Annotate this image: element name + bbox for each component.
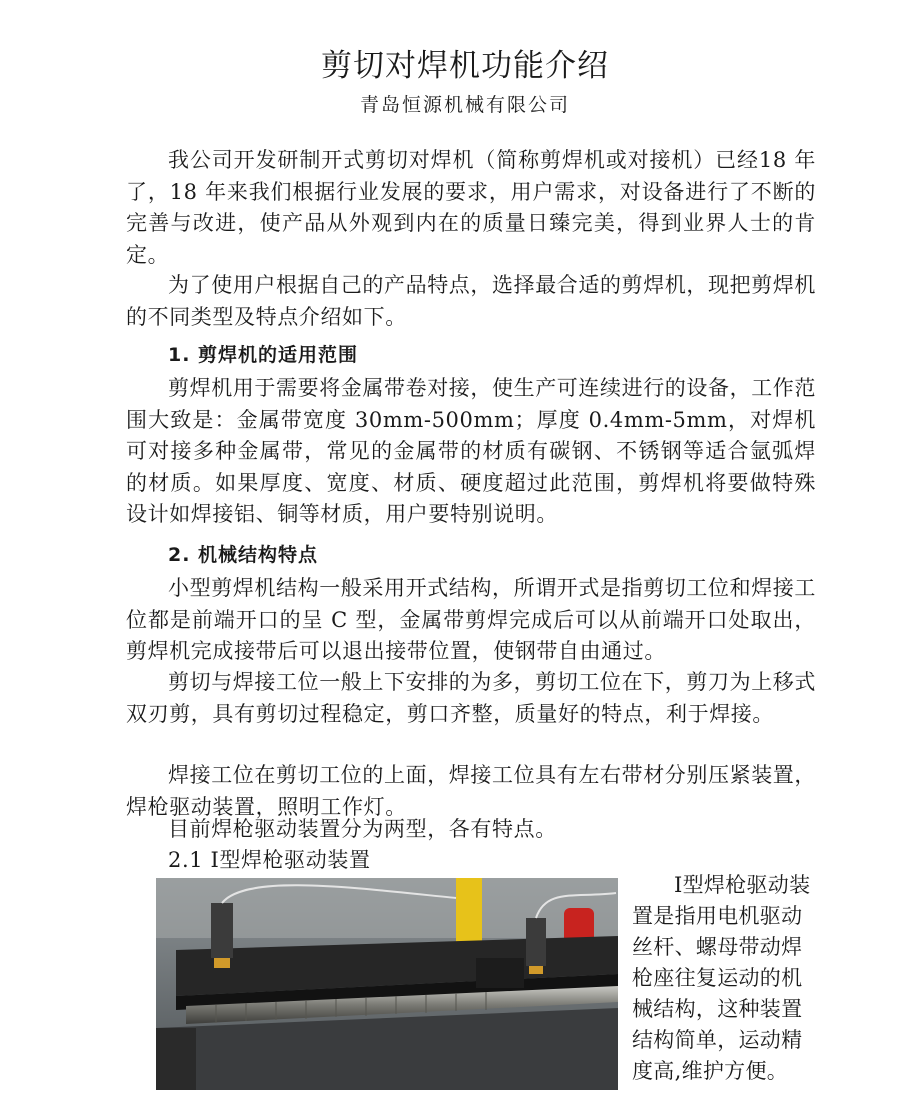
section-1-paragraph: 剪焊机用于需要将金属带卷对接，使生产可连续进行的设备，工作范围大致是：金属带宽度 30mm-500mm；厚度 0.4mm-5mm，对焊机可对接多种金属带，常见的金属带的材质有碳钢、不锈钢等适合氩弧焊的材质。如果厚度、宽度、材质、硬度超过此范围，剪焊机将要做特殊设计如焊接铝、铜等材质，用户要特别说明。	[126, 376, 816, 526]
section-2-paragraph-3: 焊接工位在剪切工位的上面，焊接工位具有左右带材分别压紧装置，焊枪驱动装置，照明工作灯。	[126, 763, 816, 819]
section-2-heading: 2. 机械结构特点	[168, 544, 319, 566]
welding-torch-drive-photo	[156, 878, 618, 1090]
intro-paragraph-1: 我公司开发研制开式剪切对焊机（简称剪焊机或对接机）已经18 年了，18 年来我们根据行业发展的要求，用户需求，对设备进行了不断的完善与改进，使产品从外观到内在的质量日臻完美，得到业界人士的肯定。	[126, 148, 816, 267]
section-1-heading: 1. 剪焊机的适用范围	[168, 344, 359, 366]
company-name: 青岛恒源机械有限公司	[359, 94, 570, 116]
section-2-paragraph-4: 目前焊枪驱动装置分为两型，各有特点。	[168, 817, 557, 841]
subsection-2-1-heading: 2.1 Ⅰ型焊枪驱动装置	[168, 848, 371, 872]
section-2-paragraph-1: 小型剪焊机结构一般采用开式结构，所谓开式是指剪切工位和焊接工位都是前端开口的呈 C 型，金属带剪焊完成后可以从前端开口处取出，剪焊机完成接带后可以退出接带位置，使钢带自由通过。	[126, 576, 816, 663]
section-2-paragraph-2: 剪切与焊接工位一般上下安排的为多，剪切工位在下，剪刀为上移式双刃剪，具有剪切过程稳定，剪口齐整，质量好的特点，利于焊接。	[126, 670, 816, 726]
document-title: 剪切对焊机功能介绍	[321, 48, 609, 84]
intro-paragraph-2: 为了使用户根据自己的产品特点，选择最合适的剪焊机，现把剪焊机的不同类型及特点介绍如下。	[126, 273, 816, 329]
type-1-description: Ⅰ型焊枪驱动装置是指用电机驱动丝杆、螺母带动焊枪座往复运动的机械结构，这种装置结构简单，运动精度高,维护方便。	[632, 873, 811, 1083]
